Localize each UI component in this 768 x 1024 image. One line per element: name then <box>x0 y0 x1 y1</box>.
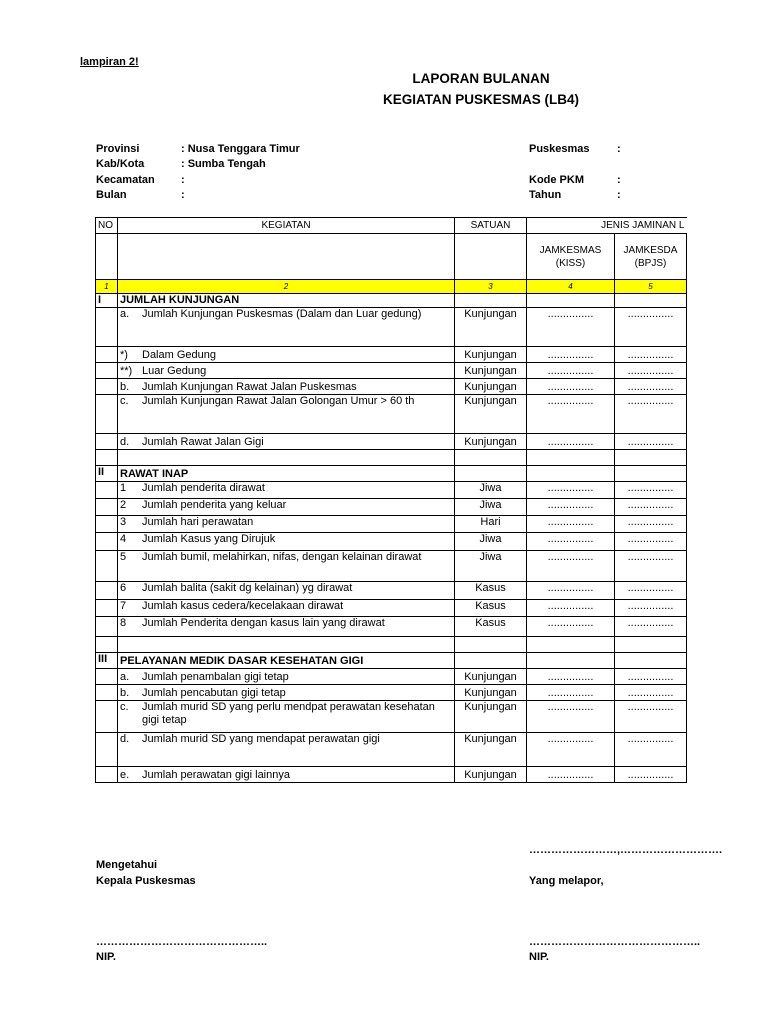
jamkesmas-cell[interactable]: ............... <box>527 551 615 582</box>
bulan-value: : <box>181 189 185 201</box>
jamkesda-cell[interactable]: ............... <box>615 533 687 551</box>
table-row <box>96 516 687 533</box>
tahun-value: : <box>617 189 621 201</box>
item-text: Jumlah pencabutan gigi tetap <box>142 687 286 699</box>
provinsi-value: : Nusa Tenggara Timur <box>181 143 300 155</box>
kegiatan-cell <box>118 551 455 582</box>
jamkesmas-cell[interactable]: ............... <box>527 434 615 450</box>
table-row <box>96 582 687 600</box>
kegiatan-cell <box>118 600 455 617</box>
jamkesda-cell[interactable]: ............... <box>615 582 687 600</box>
kegiatan-cell <box>118 516 455 533</box>
item-marker: a. <box>120 308 130 320</box>
item-text: Jumlah penderita yang keluar <box>142 499 287 511</box>
table-row <box>96 551 687 582</box>
kodepkm-value: : <box>617 174 621 186</box>
item-label <box>120 671 452 684</box>
item-label <box>120 499 452 512</box>
spacer-row <box>96 637 687 653</box>
item-label <box>120 516 452 529</box>
mengetahui-label: Mengetahui <box>96 859 158 871</box>
satuan-cell: Jiwa <box>455 482 527 499</box>
table-row <box>96 395 687 434</box>
item-marker: 1 <box>120 482 127 494</box>
jamkesda-cell[interactable]: ............... <box>615 434 687 450</box>
satuan-cell: Jiwa <box>455 499 527 516</box>
no-cell <box>96 499 118 516</box>
satuan-cell <box>455 466 527 482</box>
jamkesda-cell[interactable]: ............... <box>615 363 687 379</box>
header-jamkesmas: JAMKESMAS (KISS) <box>527 234 615 280</box>
item-text: Jumlah Kunjungan Rawat Jalan Golongan Umur > 60 th <box>142 395 415 407</box>
section-number: III <box>96 653 118 669</box>
kegiatan-cell <box>118 347 455 363</box>
col-number: 5 <box>615 280 687 294</box>
section-number: I <box>96 294 118 308</box>
item-text: Jumlah Kunjungan Puskesmas (Dalam dan Luar gedung) <box>142 308 422 320</box>
item-label <box>120 600 452 613</box>
item-label <box>120 701 452 727</box>
section-row <box>96 653 687 669</box>
header-subrow <box>96 234 687 280</box>
signature-line-right: ……………………………………….. <box>529 936 701 948</box>
no-cell <box>96 308 118 347</box>
jamkesda-cell[interactable]: ............... <box>615 482 687 499</box>
kegiatan-cell <box>118 685 455 701</box>
header-jamkesda: JAMKESDA (BPJS) <box>615 234 687 280</box>
item-marker: e. <box>120 769 130 781</box>
no-cell <box>96 450 118 466</box>
jamkesmas-cell[interactable]: ............... <box>527 733 615 767</box>
no-cell <box>96 395 118 434</box>
item-text: Jumlah murid SD yang mendapat perawatan gigi <box>142 733 380 745</box>
jamkesda-cell[interactable]: ............... <box>615 685 687 701</box>
kegiatan-cell <box>118 637 455 653</box>
no-cell <box>96 600 118 617</box>
no-cell <box>96 637 118 653</box>
item-marker: 2 <box>120 499 127 511</box>
header-jenis-jaminan: JENIS JAMINAN L <box>527 218 687 234</box>
item-text: Jumlah penderita dirawat <box>142 482 265 494</box>
item-label <box>120 533 452 546</box>
jamkesda-cell[interactable]: ............... <box>615 600 687 617</box>
kodepkm-label: Kode PKM <box>529 174 584 186</box>
jamkesmas-cell[interactable]: ............... <box>527 395 615 434</box>
kegiatan-cell <box>118 617 455 637</box>
table-row <box>96 482 687 499</box>
kegiatan-cell <box>118 669 455 685</box>
satuan-cell: Jiwa <box>455 551 527 582</box>
tahun-label: Tahun <box>529 189 562 201</box>
section-row <box>96 466 687 482</box>
item-marker: c. <box>120 395 129 407</box>
satuan-cell <box>455 450 527 466</box>
satuan-cell: Kunjungan <box>455 669 527 685</box>
satuan-cell: Kunjungan <box>455 308 527 347</box>
kabkota-value: : Sumba Tengah <box>181 158 266 170</box>
no-cell <box>96 379 118 395</box>
satuan-cell: Kunjungan <box>455 767 527 783</box>
item-marker: **) <box>120 365 133 377</box>
kegiatan-cell <box>118 482 455 499</box>
puskesmas-label: Puskesmas <box>529 143 590 155</box>
report-title: LAPORAN BULANAN <box>412 71 550 86</box>
jamkesda-cell[interactable]: ............... <box>615 617 687 637</box>
jamkesmas-cell[interactable]: ............... <box>527 767 615 783</box>
item-marker: a. <box>120 671 130 683</box>
col-number: 4 <box>527 280 615 294</box>
jamkesmas-cell[interactable]: ............... <box>527 685 615 701</box>
jamkesmas-cell[interactable]: ............... <box>527 499 615 516</box>
no-cell <box>96 733 118 767</box>
item-label <box>120 769 452 782</box>
item-label <box>120 349 452 362</box>
satuan-cell <box>455 653 527 669</box>
item-text: Jumlah Kasus yang Dirujuk <box>142 533 276 545</box>
table-row <box>96 733 687 767</box>
item-text: Jumlah balita (sakit dg kelainan) yg dirawat <box>142 582 353 594</box>
jamkesmas-cell[interactable]: ............... <box>527 701 615 733</box>
jamkesmas-cell[interactable]: ............... <box>527 582 615 600</box>
item-text: Jumlah Kunjungan Rawat Jalan Puskesmas <box>142 381 357 393</box>
item-marker: b. <box>120 687 130 699</box>
jamkesmas-cell[interactable] <box>527 637 615 653</box>
no-cell <box>96 347 118 363</box>
section-title: RAWAT INAP <box>118 466 455 482</box>
jamkesda-cell[interactable]: ............... <box>615 516 687 533</box>
yang-melapor-label: Yang melapor, <box>529 875 604 887</box>
kegiatan-cell <box>118 499 455 516</box>
satuan-cell: Kasus <box>455 582 527 600</box>
item-marker: d. <box>120 436 130 448</box>
header-kegiatan: KEGIATAN <box>118 218 455 234</box>
nip-left: NIP. <box>96 951 116 963</box>
jamkesmas-cell[interactable]: ............... <box>527 533 615 551</box>
jamkesda-cell[interactable]: ............... <box>615 395 687 434</box>
jamkesmas-cell[interactable] <box>527 653 615 669</box>
satuan-cell: Kasus <box>455 617 527 637</box>
jamkesda-cell[interactable] <box>615 653 687 669</box>
satuan-cell: Kunjungan <box>455 733 527 767</box>
no-cell <box>96 434 118 450</box>
table-row <box>96 617 687 637</box>
jamkesda-cell[interactable]: ............... <box>615 767 687 783</box>
header-satuan: SATUAN <box>455 218 527 234</box>
item-label <box>120 395 452 408</box>
item-text: Jumlah hari perawatan <box>142 516 254 528</box>
no-cell <box>96 551 118 582</box>
kegiatan-cell <box>118 733 455 767</box>
header-no: NO <box>96 218 118 234</box>
jamkesmas-cell[interactable]: ............... <box>527 347 615 363</box>
item-marker: d. <box>120 733 130 745</box>
jamkesda-cell[interactable]: ............... <box>615 551 687 582</box>
table-row <box>96 767 687 783</box>
item-text: Luar Gedung <box>142 365 207 377</box>
item-text: Jumlah bumil, melahirkan, nifas, dengan kelainan dirawat <box>142 551 422 563</box>
item-marker: 8 <box>120 617 127 629</box>
table-row <box>96 379 687 395</box>
section-title: PELAYANAN MEDIK DASAR KESEHATAN GIGI <box>118 653 455 669</box>
provinsi-label: Provinsi <box>96 143 140 155</box>
jamkesmas-cell[interactable]: ............... <box>527 379 615 395</box>
table-row <box>96 701 687 733</box>
item-label <box>120 381 452 394</box>
item-text: Jumlah kasus cedera/kecelakaan dirawat <box>142 600 344 612</box>
item-marker: c. <box>120 701 129 713</box>
item-text: Jumlah perawatan gigi lainnya <box>142 769 290 781</box>
nip-right: NIP. <box>529 951 549 963</box>
satuan-cell: Kunjungan <box>455 701 527 733</box>
jamkesda-cell[interactable]: ............... <box>615 499 687 516</box>
jamkesmas-cell[interactable]: ............... <box>527 516 615 533</box>
no-cell <box>96 669 118 685</box>
no-cell <box>96 685 118 701</box>
satuan-cell: Kunjungan <box>455 685 527 701</box>
jamkesmas-cell[interactable]: ............... <box>527 482 615 499</box>
kegiatan-cell <box>118 582 455 600</box>
satuan-cell <box>455 637 527 653</box>
item-label <box>120 551 452 564</box>
jamkesmas-cell[interactable] <box>527 294 615 308</box>
jamkesda-cell[interactable] <box>615 294 687 308</box>
kegiatan-cell <box>118 450 455 466</box>
signature-line-left: ……………………………………….. <box>96 936 268 948</box>
jamkesda-cell[interactable]: ............... <box>615 347 687 363</box>
item-label <box>120 582 452 595</box>
satuan-cell: Kunjungan <box>455 395 527 434</box>
no-cell <box>96 701 118 733</box>
table-row <box>96 600 687 617</box>
item-marker: *) <box>120 349 128 361</box>
jamkesmas-cell[interactable]: ............... <box>527 600 615 617</box>
column-number-row <box>96 280 687 294</box>
satuan-cell: Kunjungan <box>455 434 527 450</box>
table-row <box>96 685 687 701</box>
puskesmas-value: : <box>617 143 621 155</box>
spacer-row <box>96 450 687 466</box>
jamkesda-cell[interactable] <box>615 450 687 466</box>
section-number: II <box>96 466 118 482</box>
item-text: Jumlah Rawat Jalan Gigi <box>142 436 264 448</box>
satuan-cell: Kasus <box>455 600 527 617</box>
lampiran-label: lampiran 2! <box>80 56 139 68</box>
section-row <box>96 294 687 308</box>
kegiatan-cell <box>118 379 455 395</box>
satuan-cell: Kunjungan <box>455 379 527 395</box>
table-row <box>96 533 687 551</box>
bulan-label: Bulan <box>96 189 127 201</box>
item-label <box>120 308 452 321</box>
satuan-cell: Kunjungan <box>455 347 527 363</box>
kegiatan-cell <box>118 767 455 783</box>
item-label <box>120 733 452 746</box>
jamkesda-cell[interactable]: ............... <box>615 733 687 767</box>
jamkesmas-cell[interactable]: ............... <box>527 669 615 685</box>
table-row <box>96 347 687 363</box>
satuan-cell <box>455 294 527 308</box>
kegiatan-cell <box>118 395 455 434</box>
no-cell <box>96 516 118 533</box>
no-cell <box>96 767 118 783</box>
satuan-cell: Kunjungan <box>455 363 527 379</box>
item-marker: 3 <box>120 516 127 528</box>
item-marker: 4 <box>120 533 127 545</box>
col-number: 3 <box>455 280 527 294</box>
jamkesda-cell[interactable]: ............... <box>615 669 687 685</box>
item-marker: b. <box>120 381 130 393</box>
jamkesda-cell[interactable] <box>615 466 687 482</box>
kegiatan-cell <box>118 533 455 551</box>
table-row <box>96 669 687 685</box>
item-marker: 7 <box>120 600 127 612</box>
table-row <box>96 499 687 516</box>
jamkesmas-cell[interactable]: ............... <box>527 363 615 379</box>
no-cell <box>96 482 118 499</box>
kabkota-label: Kab/Kota <box>96 158 145 170</box>
kecamatan-value: : <box>181 174 185 186</box>
jamkesmas-cell[interactable] <box>527 466 615 482</box>
col-number: 1 <box>96 280 118 294</box>
report-subtitle: KEGIATAN PUSKESMAS (LB4) <box>382 92 579 107</box>
item-text: Jumlah murid SD yang perlu mendpat perawatan kesehatan gigi tetap <box>142 701 435 726</box>
no-cell <box>96 582 118 600</box>
kecamatan-label: Kecamatan <box>96 174 155 186</box>
item-text: Dalam Gedung <box>142 349 216 361</box>
header-row <box>96 218 687 234</box>
item-label <box>120 365 452 378</box>
kegiatan-cell <box>118 434 455 450</box>
no-cell <box>96 363 118 379</box>
table-row <box>96 434 687 450</box>
jamkesmas-cell[interactable] <box>527 450 615 466</box>
jamkesmas-cell[interactable]: ............... <box>527 308 615 347</box>
col-number: 2 <box>118 280 455 294</box>
item-text: Jumlah penambalan gigi tetap <box>142 671 289 683</box>
table-row <box>96 363 687 379</box>
jamkesda-cell[interactable]: ............... <box>615 701 687 733</box>
item-label <box>120 436 452 449</box>
kegiatan-cell <box>118 701 455 733</box>
item-label <box>120 617 452 630</box>
lb4-table <box>95 217 687 783</box>
section-title: JUMLAH KUNJUNGAN <box>118 294 455 308</box>
no-cell <box>96 533 118 551</box>
table-row <box>96 308 687 347</box>
satuan-cell: Jiwa <box>455 533 527 551</box>
kegiatan-cell <box>118 363 455 379</box>
date-line: ……………………,………………………. <box>529 844 723 856</box>
satuan-cell: Hari <box>455 516 527 533</box>
no-cell <box>96 617 118 637</box>
item-marker: 6 <box>120 582 127 594</box>
jamkesda-cell[interactable]: ............... <box>615 308 687 347</box>
kegiatan-cell <box>118 308 455 347</box>
lb4-table-body <box>96 294 687 783</box>
jamkesda-cell[interactable] <box>615 637 687 653</box>
jamkesmas-cell[interactable]: ............... <box>527 617 615 637</box>
item-text: Jumlah Penderita dengan kasus lain yang dirawat <box>142 617 385 629</box>
item-label <box>120 482 452 495</box>
item-label <box>120 687 452 700</box>
kepala-label: Kepala Puskesmas <box>96 875 196 887</box>
jamkesda-cell[interactable]: ............... <box>615 379 687 395</box>
item-marker: 5 <box>120 551 127 563</box>
